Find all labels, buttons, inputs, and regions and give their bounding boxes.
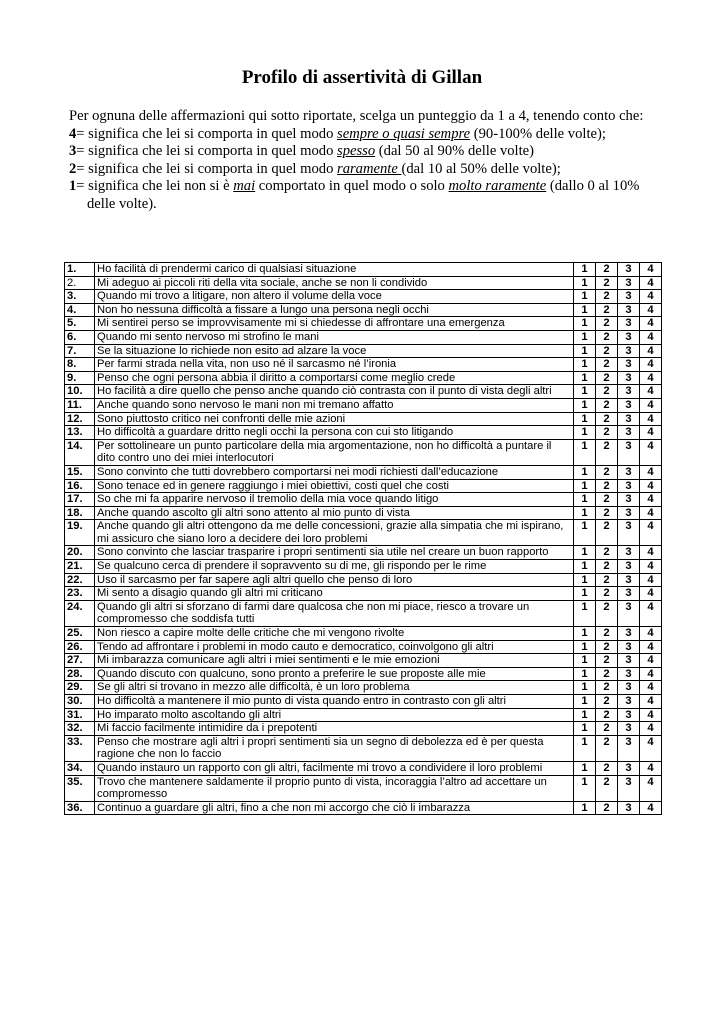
table-row [65,330,662,344]
item-number: 3. [65,290,95,304]
item-statement: Per sottolineare un punto particolare della mia argomentazione, non ho difficoltà a puntare il dito contro uno dei miei interlocutori [95,439,574,465]
item-number: 13. [65,426,95,440]
item-statement: Non ho nessuna difficoltà a fissare a lungo una persona negli occhi [95,303,574,317]
score-option-1[interactable]: 1 [574,627,596,641]
table-row [65,398,662,412]
table-row [65,506,662,520]
score-option-3[interactable]: 3 [618,546,640,560]
item-statement: Sono piuttosto critico nei confronti delle mie azioni [95,412,574,426]
item-statement: Mi adeguo ai piccoli riti della vita sociale, anche se non li condivido [95,276,574,290]
item-number: 18. [65,506,95,520]
score-option-1[interactable]: 1 [574,600,596,626]
table-row [65,695,662,709]
score-option-4[interactable]: 4 [640,317,662,331]
score-option-3[interactable]: 3 [618,426,640,440]
item-statement: Continuo a guardare gli altri, fino a che non mi accorgo che ciò li imbarazza [95,801,574,815]
score-option-3[interactable]: 3 [618,775,640,801]
item-number: 19. [65,520,95,546]
table-row [65,640,662,654]
item-number: 5. [65,317,95,331]
item-statement: Anche quando gli altri ottengono da me delle concessioni, grazie alla simpatia che mi ispirano, mi assicuro che siano loro a decidere dei loro problemi [95,520,574,546]
item-statement: Ho difficoltà a guardare dritto negli occhi la persona con cui sto litigando [95,426,574,440]
item-number: 24. [65,600,95,626]
score-option-2[interactable]: 2 [596,465,618,479]
table-row [65,681,662,695]
item-number: 17. [65,493,95,507]
score-option-3[interactable]: 3 [618,654,640,668]
score-option-4[interactable]: 4 [640,385,662,399]
table-row [65,439,662,465]
item-statement: Non riesco a capire molte delle critiche che mi vengono rivolte [95,627,574,641]
questionnaire-table [64,262,662,815]
score-option-3[interactable]: 3 [618,344,640,358]
item-statement: Quando mi sento nervoso mi strofino le mani [95,330,574,344]
score-4-definition: 4= significa che lei si comporta in quel modo sempre o quasi sempre (90-100% delle volte); [69,125,606,142]
item-number: 4. [65,303,95,317]
item-statement: Anche quando ascolto gli altri sono attento al mio punto di vista [95,506,574,520]
item-number: 34. [65,761,95,775]
score-option-4[interactable]: 4 [640,276,662,290]
item-statement: Quando mi trovo a litigare, non altero il volume della voce [95,290,574,304]
score-option-1[interactable]: 1 [574,263,596,277]
score-option-4[interactable]: 4 [640,560,662,574]
item-statement: Se gli altri si trovano in mezzo alle difficoltà, è un loro problema [95,681,574,695]
score-option-2[interactable]: 2 [596,493,618,507]
score-option-2[interactable]: 2 [596,600,618,626]
score-option-1[interactable]: 1 [574,479,596,493]
score-option-4[interactable]: 4 [640,303,662,317]
score-option-4[interactable]: 4 [640,801,662,815]
score-option-3[interactable]: 3 [618,587,640,601]
table-row [65,317,662,331]
score-option-3[interactable]: 3 [618,506,640,520]
score-option-2[interactable]: 2 [596,640,618,654]
score-option-4[interactable]: 4 [640,573,662,587]
score-option-1[interactable]: 1 [574,358,596,372]
score-option-1[interactable]: 1 [574,385,596,399]
item-number: 21. [65,560,95,574]
item-statement: Ho facilità di prendermi carico di qualsiasi situazione [95,263,574,277]
score-option-1[interactable]: 1 [574,493,596,507]
table-row [65,775,662,801]
score-option-4[interactable]: 4 [640,722,662,736]
score-option-1[interactable]: 1 [574,681,596,695]
item-number: 29. [65,681,95,695]
score-option-3[interactable]: 3 [618,681,640,695]
score-option-1[interactable]: 1 [574,708,596,722]
item-statement: Anche quando sono nervoso le mani non mi tremano affatto [95,398,574,412]
table-row [65,627,662,641]
item-statement: Ho facilità a dire quello che penso anche quando ciò contrasta con il punto di vista degli altri [95,385,574,399]
item-number: 22. [65,573,95,587]
item-number: 12. [65,412,95,426]
score-3-definition: 3= significa che lei si comporta in quel modo spesso (dal 50 al 90% delle volte) [69,143,534,159]
score-option-3[interactable]: 3 [618,560,640,574]
score-option-1[interactable]: 1 [574,344,596,358]
score-option-4[interactable]: 4 [640,520,662,546]
item-statement: Sono tenace ed in genere raggiungo i miei obiettivi, costi quel che costi [95,479,574,493]
item-number: 25. [65,627,95,641]
item-number: 36. [65,801,95,815]
score-option-3[interactable]: 3 [618,303,640,317]
score-option-4[interactable]: 4 [640,600,662,626]
table-row [65,654,662,668]
score-option-4[interactable]: 4 [640,695,662,709]
table-row [65,479,662,493]
table-row [65,667,662,681]
score-option-1[interactable]: 1 [574,560,596,574]
score-option-3[interactable]: 3 [618,801,640,815]
score-option-2[interactable]: 2 [596,761,618,775]
score-option-4[interactable]: 4 [640,627,662,641]
table-row [65,465,662,479]
score-option-4[interactable]: 4 [640,426,662,440]
score-option-2[interactable]: 2 [596,426,618,440]
page-title: Profilo di assertività di Gillan [241,67,483,88]
score-option-2[interactable]: 2 [596,708,618,722]
score-option-1[interactable]: 1 [574,695,596,709]
score-option-4[interactable]: 4 [640,263,662,277]
item-number: 6. [65,330,95,344]
item-statement: Uso il sarcasmo per far sapere agli altri quello che penso di loro [95,573,574,587]
item-number: 15. [65,465,95,479]
score-option-2[interactable]: 2 [596,654,618,668]
score-option-3[interactable]: 3 [618,627,640,641]
score-option-2[interactable]: 2 [596,330,618,344]
item-number: 30. [65,695,95,709]
score-option-3[interactable]: 3 [618,722,640,736]
item-number: 1. [65,263,95,277]
score-option-3[interactable]: 3 [618,398,640,412]
score-1-definition: 1= significa che lei non si è mai comportato in quel modo o solo molto raramente (dallo 0 al 10% delle volte). [69,178,640,212]
table-row [65,801,662,815]
score-option-1[interactable]: 1 [574,761,596,775]
item-number: 35. [65,775,95,801]
item-statement: Ho difficoltà a mantenere il mio punto di vista quando entro in contrasto con gli altri [95,695,574,709]
score-option-3[interactable]: 3 [618,385,640,399]
score-option-3[interactable]: 3 [618,600,640,626]
item-statement: Quando gli altri si sforzano di farmi dare qualcosa che non mi piace, riesco a trovare un compromesso che soddisfa tutti [95,600,574,626]
table-row [65,573,662,587]
score-option-2[interactable]: 2 [596,479,618,493]
score-option-4[interactable]: 4 [640,587,662,601]
item-statement: So che mi fa apparire nervoso il tremolio della mia voce quando litigo [95,493,574,507]
item-number: 8. [65,358,95,372]
item-statement: Se qualcuno cerca di prendere il sopravvento su di me, gli rispondo per le rime [95,560,574,574]
score-option-1[interactable]: 1 [574,330,596,344]
score-option-1[interactable]: 1 [574,587,596,601]
item-statement: Per farmi strada nella vita, non uso né il sarcasmo né l’ironia [95,358,574,372]
score-option-1[interactable]: 1 [574,722,596,736]
score-option-1[interactable]: 1 [574,276,596,290]
score-option-2[interactable]: 2 [596,398,618,412]
score-option-1[interactable]: 1 [574,465,596,479]
table-row [65,722,662,736]
score-option-3[interactable]: 3 [618,695,640,709]
table-row [65,587,662,601]
score-option-1[interactable]: 1 [574,317,596,331]
table-row [65,371,662,385]
score-option-4[interactable]: 4 [640,708,662,722]
score-option-2[interactable]: 2 [596,412,618,426]
item-number: 27. [65,654,95,668]
score-option-3[interactable]: 3 [618,290,640,304]
score-option-4[interactable]: 4 [640,775,662,801]
score-option-3[interactable]: 3 [618,735,640,761]
item-statement: Sono convinto che lasciar trasparire i propri sentimenti sia utile nel creare un buon rapporto [95,546,574,560]
score-option-2[interactable]: 2 [596,290,618,304]
table-row [65,560,662,574]
score-option-2[interactable]: 2 [596,276,618,290]
score-option-4[interactable]: 4 [640,681,662,695]
score-option-3[interactable]: 3 [618,761,640,775]
questionnaire-body [65,263,662,815]
score-option-1[interactable]: 1 [574,801,596,815]
score-option-2[interactable]: 2 [596,358,618,372]
score-option-2[interactable]: 2 [596,775,618,801]
score-option-2[interactable]: 2 [596,627,618,641]
score-option-2[interactable]: 2 [596,573,618,587]
score-2-definition: 2= significa che lei si comporta in quel modo raramente (dal 10 al 50% delle volte); [69,160,561,177]
item-statement: Mi faccio facilmente intimidire da i prepotenti [95,722,574,736]
score-option-3[interactable]: 3 [618,439,640,465]
score-option-3[interactable]: 3 [618,667,640,681]
score-option-3[interactable]: 3 [618,358,640,372]
score-option-2[interactable]: 2 [596,560,618,574]
score-option-1[interactable]: 1 [574,654,596,668]
score-option-2[interactable]: 2 [596,667,618,681]
item-number: 7. [65,344,95,358]
score-option-3[interactable]: 3 [618,330,640,344]
item-statement: Penso che mostrare agli altri i propri sentimenti sia un segno di debolezza ed è per questa ragione che non lo faccio [95,735,574,761]
score-option-2[interactable]: 2 [596,546,618,560]
table-row [65,344,662,358]
score-option-4[interactable]: 4 [640,667,662,681]
item-number: 32. [65,722,95,736]
item-number: 16. [65,479,95,493]
score-option-1[interactable]: 1 [574,573,596,587]
item-number: 23. [65,587,95,601]
score-option-4[interactable]: 4 [640,412,662,426]
table-row [65,426,662,440]
item-statement: Sono convinto che tutti dovrebbero comportarsi nei modi richiesti dall’educazione [95,465,574,479]
item-statement: Mi imbarazza comunicare agli altri i miei sentimenti e le mie emozioni [95,654,574,668]
score-option-2[interactable]: 2 [596,735,618,761]
score-option-4[interactable]: 4 [640,479,662,493]
score-option-4[interactable]: 4 [640,640,662,654]
table-row [65,493,662,507]
table-row [65,358,662,372]
score-option-3[interactable]: 3 [618,493,640,507]
score-option-3[interactable]: 3 [618,573,640,587]
item-number: 20. [65,546,95,560]
score-option-4[interactable]: 4 [640,439,662,465]
instructions [69,108,669,213]
item-number: 26. [65,640,95,654]
score-option-1[interactable]: 1 [574,520,596,546]
score-option-4[interactable]: 4 [640,398,662,412]
item-statement: Se la situazione lo richiede non esito ad alzare la voce [95,344,574,358]
score-option-4[interactable]: 4 [640,371,662,385]
score-option-1[interactable]: 1 [574,371,596,385]
score-option-4[interactable]: 4 [640,735,662,761]
item-statement: Quando discuto con qualcuno, sono pronto a preferire le sue proposte alle mie [95,667,574,681]
score-option-4[interactable]: 4 [640,330,662,344]
item-number: 33. [65,735,95,761]
score-option-1[interactable]: 1 [574,398,596,412]
item-statement: Penso che ogni persona abbia il diritto a comportarsi come meglio crede [95,371,574,385]
item-statement: Quando instauro un rapporto con gli altri, facilmente mi trovo a condividere il loro problemi [95,761,574,775]
item-number: 2. [65,276,95,290]
score-option-4[interactable]: 4 [640,358,662,372]
score-option-2[interactable]: 2 [596,344,618,358]
item-statement: Mi sento a disagio quando gli altri mi criticano [95,587,574,601]
score-option-3[interactable]: 3 [618,479,640,493]
score-option-2[interactable]: 2 [596,587,618,601]
table-row [65,303,662,317]
table-row [65,546,662,560]
score-option-4[interactable]: 4 [640,493,662,507]
item-number: 28. [65,667,95,681]
score-option-2[interactable]: 2 [596,520,618,546]
table-row [65,761,662,775]
score-option-1[interactable]: 1 [574,640,596,654]
table-row [65,263,662,277]
score-option-3[interactable]: 3 [618,371,640,385]
score-option-1[interactable]: 1 [574,506,596,520]
score-option-3[interactable]: 3 [618,640,640,654]
score-option-3[interactable]: 3 [618,465,640,479]
score-option-2[interactable]: 2 [596,263,618,277]
score-option-1[interactable]: 1 [574,735,596,761]
item-statement: Tendo ad affrontare i problemi in modo cauto e democratico, coinvolgono gli altri [95,640,574,654]
item-number: 10. [65,385,95,399]
score-option-2[interactable]: 2 [596,385,618,399]
score-option-4[interactable]: 4 [640,761,662,775]
score-option-2[interactable]: 2 [596,439,618,465]
item-statement: Mi sentirei perso se improvvisamente mi si chiedesse di affrontare una emergenza [95,317,574,331]
table-row [65,735,662,761]
score-option-1[interactable]: 1 [574,426,596,440]
table-row [65,290,662,304]
score-option-1[interactable]: 1 [574,546,596,560]
score-option-2[interactable]: 2 [596,506,618,520]
score-option-4[interactable]: 4 [640,654,662,668]
score-option-4[interactable]: 4 [640,290,662,304]
score-option-3[interactable]: 3 [618,263,640,277]
score-option-2[interactable]: 2 [596,695,618,709]
score-option-3[interactable]: 3 [618,276,640,290]
table-row [65,708,662,722]
table-row [65,520,662,546]
score-option-2[interactable]: 2 [596,801,618,815]
item-number: 14. [65,439,95,465]
item-statement: Ho imparato molto ascoltando gli altri [95,708,574,722]
item-number: 11. [65,398,95,412]
item-number: 9. [65,371,95,385]
score-option-1[interactable]: 1 [574,290,596,304]
score-option-4[interactable]: 4 [640,546,662,560]
score-option-2[interactable]: 2 [596,371,618,385]
score-option-1[interactable]: 1 [574,412,596,426]
score-option-1[interactable]: 1 [574,775,596,801]
score-option-3[interactable]: 3 [618,708,640,722]
table-row [65,385,662,399]
score-option-1[interactable]: 1 [574,667,596,681]
table-row [65,600,662,626]
score-option-1[interactable]: 1 [574,439,596,465]
score-option-3[interactable]: 3 [618,520,640,546]
table-row [65,276,662,290]
score-option-4[interactable]: 4 [640,344,662,358]
table-row [65,412,662,426]
score-option-3[interactable]: 3 [618,412,640,426]
item-number: 31. [65,708,95,722]
score-option-4[interactable]: 4 [640,465,662,479]
score-option-4[interactable]: 4 [640,506,662,520]
score-option-1[interactable]: 1 [574,303,596,317]
score-option-2[interactable]: 2 [596,681,618,695]
score-option-3[interactable]: 3 [618,317,640,331]
instructions-intro: Per ognuna delle affermazioni qui sotto riportate, scelga un punteggio da 1 a 4, tenendo conto che: [69,108,644,124]
score-option-2[interactable]: 2 [596,303,618,317]
score-option-2[interactable]: 2 [596,722,618,736]
score-option-2[interactable]: 2 [596,317,618,331]
item-statement: Trovo che mantenere saldamente il proprio punto di vista, incoraggia l’altro ad accettare un compromesso [95,775,574,801]
